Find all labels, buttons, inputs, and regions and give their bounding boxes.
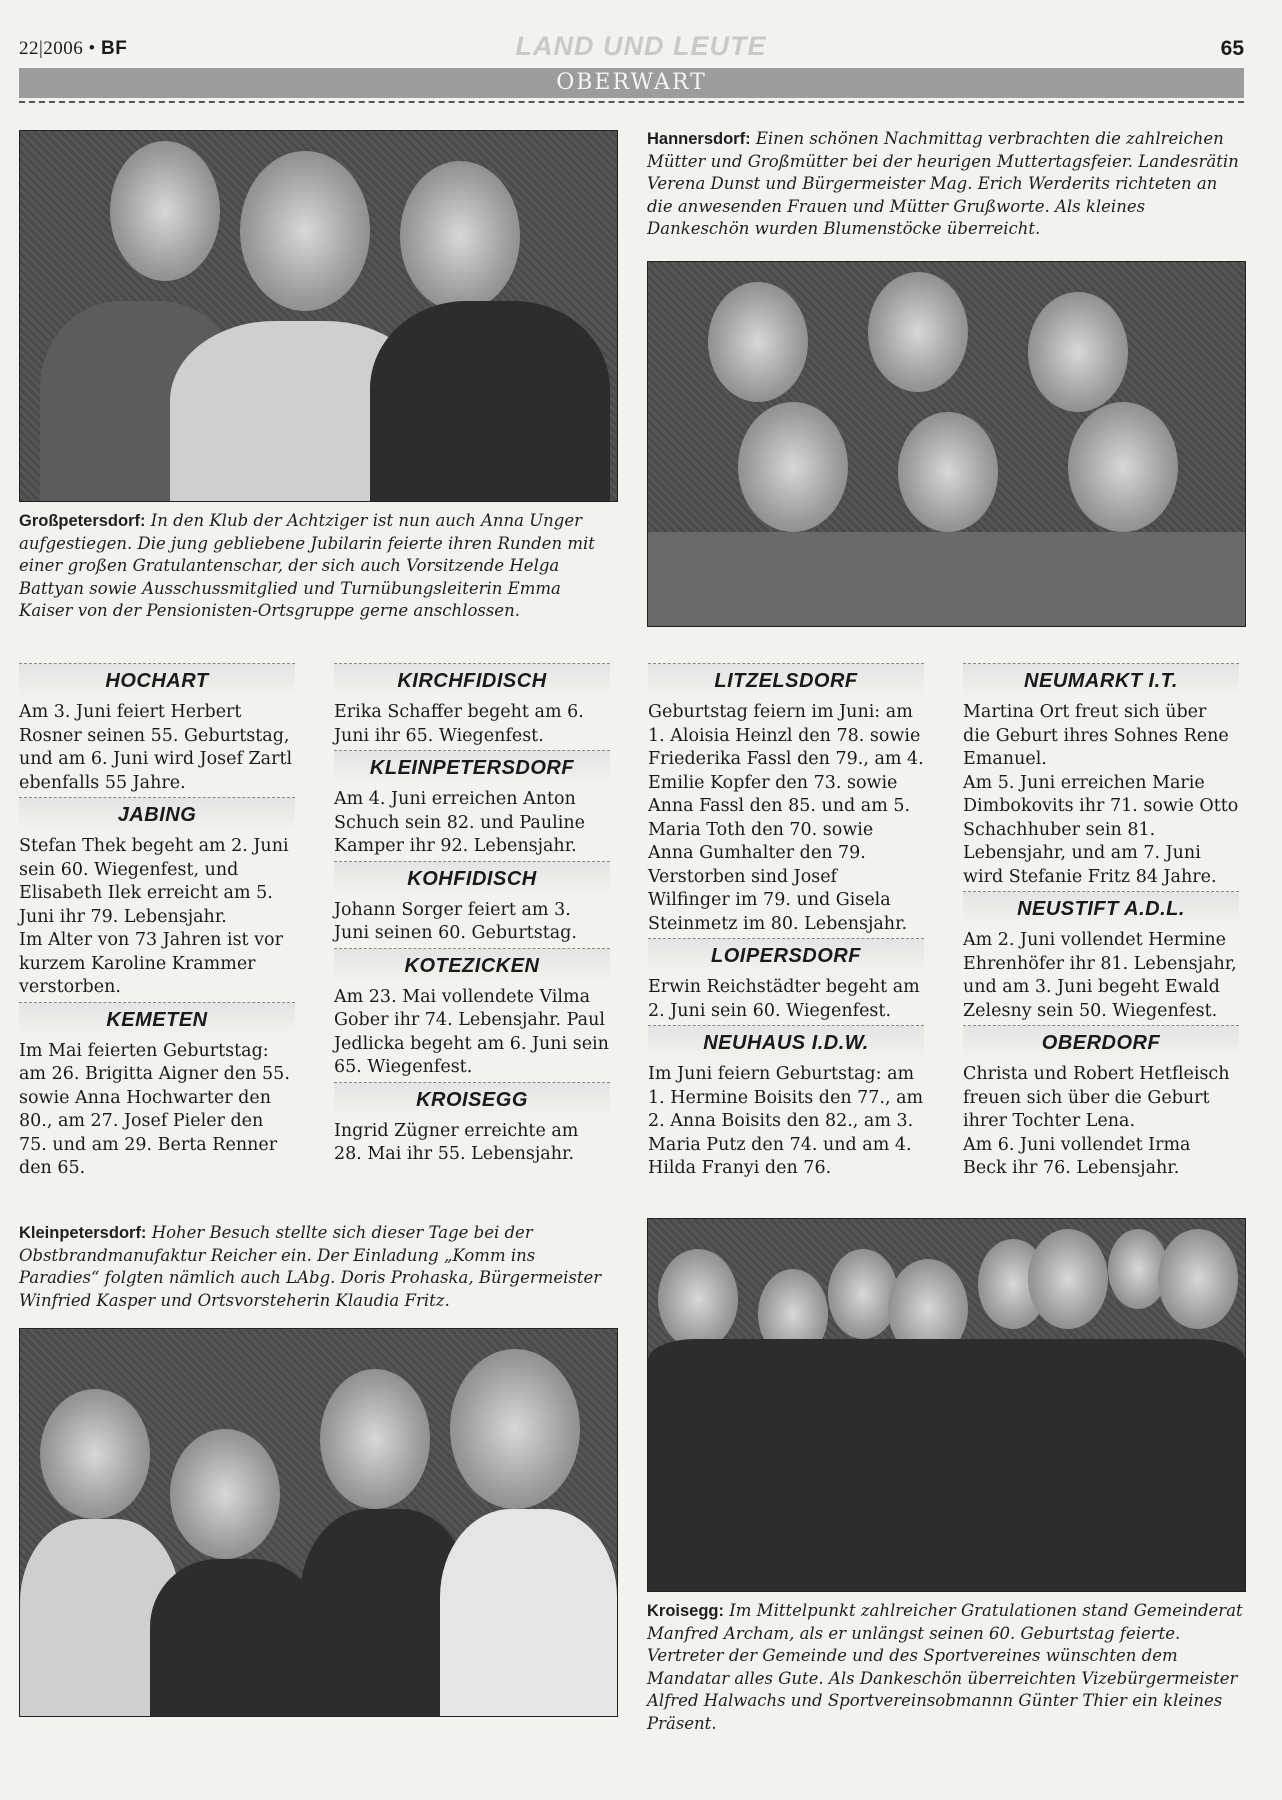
- region-banner: [19, 68, 1244, 98]
- entry-text: Am 2. Juni vollendet Hermine Ehrenhöfer ihr 81. Lebensjahr, und am 3. Juni begeht Ewald Zelesny sein 50. Wiegenfest.: [963, 930, 1237, 1021]
- entry-text: Erika Schaffer begeht am 6. Juni ihr 65. Wiegenfest.: [334, 702, 584, 746]
- news-entry-neustift: [963, 891, 1239, 1023]
- region-title: OBERWART: [556, 70, 707, 95]
- photo-kleinpetersdorf: [19, 1328, 618, 1717]
- entry-text: Am 23. Mai vollendete Vilma Gober ihr 74. Lebensjahr. Paul Jedlicka begeht am 6. Juni sein 65. Wiegenfest.: [334, 986, 609, 1077]
- news-entry-oberdorf: [963, 1025, 1239, 1181]
- photo-kroisegg: [647, 1218, 1246, 1592]
- entry-heading: NEUHAUS I.D.W.: [648, 1025, 924, 1059]
- caption-grosspetersdorf: Großpetersdorf: In den Klub der Achtziger ist nun auch Anna Unger aufgestiegen. Die jung gebliebene Jubilarin feierte ihren Runden mit einer großen Gratulantenschar, der sich auch Vorsitzende Helga Battyan sowie Ausschussmitglied und Turnübungsleiterin Emma Kaiser von der Pensionisten-Ortsgruppe gerne anschlossen.: [19, 511, 595, 620]
- section-title: LAND UND LEUTE: [515, 31, 767, 61]
- entry-heading: KOHFIDISCH: [334, 861, 610, 895]
- entry-text: Christa und Robert Hetfleisch freuen sich über die Geburt ihrer Tochter Lena. Am 6. Juni vollendet Irma Beck ihr 76. Lebensjahr.: [963, 1064, 1230, 1178]
- news-entry-neuhaus: [648, 1025, 924, 1181]
- news-entry-loipersdorf: [648, 938, 924, 1023]
- entry-text: Am 4. Juni erreichen Anton Schuch sein 82. und Pauline Kamper ihr 92. Lebensjahr.: [334, 789, 585, 856]
- photo-hannersdorf: [647, 261, 1246, 627]
- news-entry-kroisegg: [334, 1082, 610, 1167]
- entry-text: Ingrid Zügner erreichte am 28. Mai ihr 55. Lebensjahr.: [334, 1120, 579, 1164]
- entry-text: Erwin Reichstädter begeht am 2. Juni sein 60. Wiegenfest.: [648, 977, 920, 1021]
- entry-text: Johann Sorger feiert am 3. Juni seinen 60. Geburtstag.: [334, 899, 577, 943]
- news-entry-litzelsdorf: [648, 663, 924, 936]
- entry-text: Martina Ort freut sich über die Geburt ihres Sohnes Rene Emanuel. Am 5. Juni erreichen Marie Dimbokovits ihr 71. sowie Otto Schachhuber sein 81. Lebensjahr, und am 7. Juni wird Stefanie Fritz 84 Jahre.: [963, 702, 1239, 887]
- news-column-1: [19, 663, 295, 1183]
- caption-kroisegg: Kroisegg: Im Mittelpunkt zahlreicher Gratulationen stand Gemeinderat Manfred Archam, als er unlängst seinen 60. Geburtstag feierte. Vertreter der Gemeinde und des Sportvereines wünschten dem Mandatar alles Gute. Als Dankeschön überreichten Vizebürgermeister Alfred Halwachs und Sportvereinsobmannn Günter Thier ein kleines Präsent.: [647, 1601, 1243, 1733]
- entry-text: Stefan Thek begeht am 2. Juni sein 60. Wiegenfest, und Elisabeth Ilek erreicht am 5. Juni ihr 79. Lebensjahr. Im Alter von 73 Jahren ist vor kurzem Karoline Krammer verstorben.: [19, 836, 289, 997]
- photo-grosspetersdorf: [19, 130, 618, 502]
- magazine-name: BF: [100, 38, 128, 59]
- entry-heading: KROISEGG: [334, 1082, 610, 1116]
- news-entry-neumarkt: [963, 663, 1239, 889]
- caption-hannersdorf: Hannersdorf: Einen schönen Nachmittag verbrachten die zahlreichen Mütter und Großmütter bei der heurigen Muttertagsfeier. Landesrätin Verena Dunst und Bürgermeister Mag. Erich Werderits richteten an die anwesenden Frauen und Mütter Grußworte. Als kleines Dankeschön wurden Blumenstöcke überreicht.: [647, 129, 1239, 238]
- news-column-3: [648, 663, 924, 1183]
- entry-heading: NEUMARKT I.T.: [963, 663, 1239, 697]
- news-entry-kemeten: [19, 1002, 295, 1181]
- entry-text: Im Juni feiern Geburtstag: am 1. Hermine Boisits den 77., am 2. Anna Boisits den 82., am 3. Maria Putz den 74. und am 4. Hilda Franyi den 76.: [648, 1064, 924, 1178]
- header-divider: [19, 101, 1244, 103]
- news-entry-jabing: [19, 797, 295, 1000]
- entry-text: Am 3. Juni feiert Herbert Rosner seinen 55. Geburtstag, und am 6. Juni wird Josef Zartl ebenfalls 55 Jahre.: [19, 702, 293, 793]
- news-entry-kleinpetersdorf: [334, 750, 610, 859]
- news-column-4: [963, 663, 1239, 1183]
- entry-heading: HOCHART: [19, 663, 295, 697]
- entry-text: Geburtstag feiern im Juni: am 1. Aloisia Heinzl den 78. sowie Friederika Fassl den 79., am 4. Emilie Kopfer den 73. sowie Anna Fassl den 85. und am 5. Maria Toth den 70. sowie Anna Gumhalter den 79. Verstorben sind Josef Wilfinger im 79. und Gisela Steinmetz im 80. Lebensjahr.: [648, 702, 924, 934]
- issue-number: 22|2006 • BF: [19, 38, 128, 59]
- entry-heading: LOIPERSDORF: [648, 938, 924, 972]
- news-column-2: [334, 663, 610, 1169]
- page-number: 65: [1220, 37, 1244, 60]
- entry-heading: KEMETEN: [19, 1002, 295, 1036]
- news-entry-kirchfidisch: [334, 663, 610, 748]
- entry-heading: KLEINPETERSDORF: [334, 750, 610, 784]
- news-entry-kotezicken: [334, 948, 610, 1080]
- entry-heading: LITZELSDORF: [648, 663, 924, 697]
- news-entry-kohfidisch: [334, 861, 610, 946]
- caption-kleinpetersdorf: Kleinpetersdorf: Hoher Besuch stellte sich dieser Tage bei der Obstbrandmanufaktur Reicher ein. Der Einladung „Komm ins Paradies“ folgten nämlich auch LAbg. Doris Prohaska, Bürgermeister Winfried Kasper und Ortsvorsteherin Klaudia Fritz.: [19, 1223, 602, 1310]
- entry-heading: KOTEZICKEN: [334, 948, 610, 982]
- news-entry-hochart: [19, 663, 295, 795]
- entry-text: Im Mai feierten Geburtstag: am 26. Brigitta Aigner den 55. sowie Anna Hochwarter den 80., am 27. Josef Pieler den 75. und am 29. Berta Renner den 65.: [19, 1040, 290, 1178]
- entry-heading: NEUSTIFT A.D.L.: [963, 891, 1239, 925]
- entry-heading: JABING: [19, 797, 295, 831]
- entry-heading: KIRCHFIDISCH: [334, 663, 610, 697]
- entry-heading: OBERDORF: [963, 1025, 1239, 1059]
